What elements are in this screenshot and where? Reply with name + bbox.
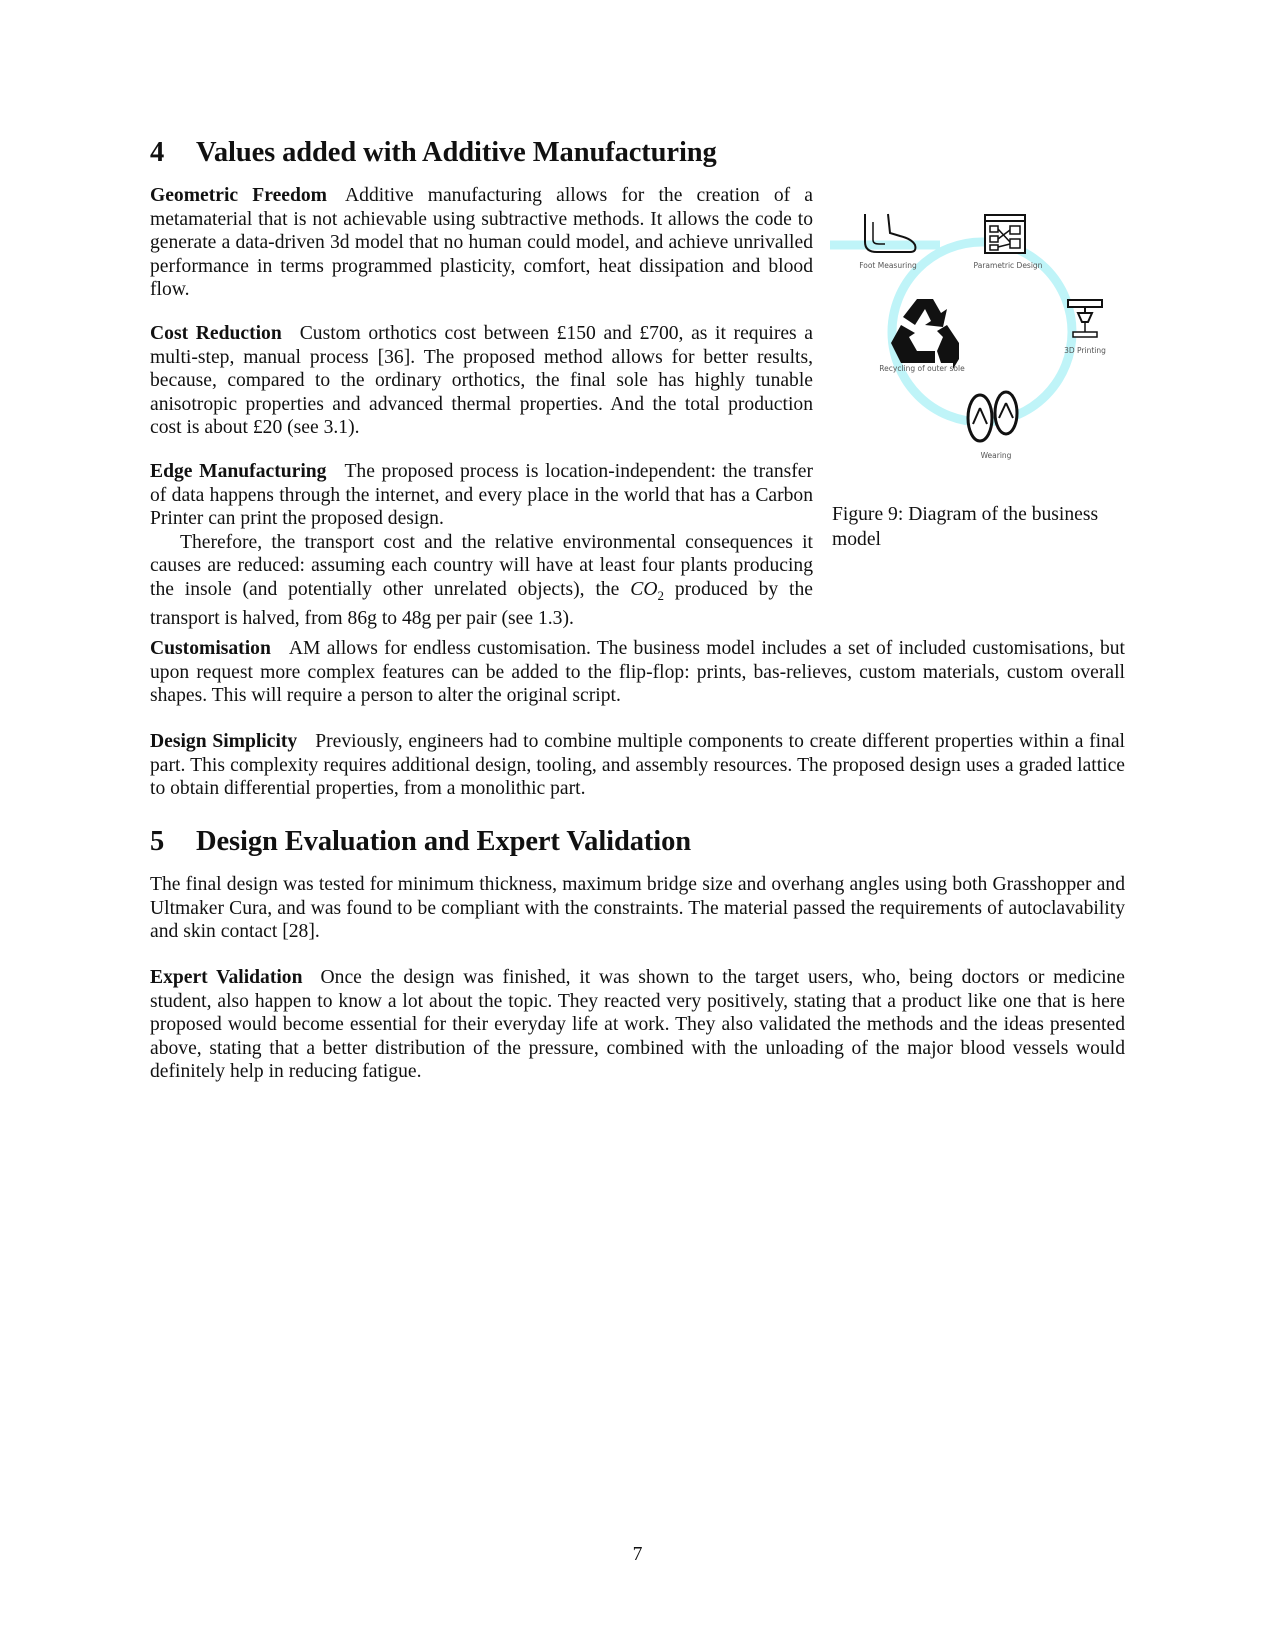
co2-subscript: 2 — [657, 587, 664, 603]
section-5-heading — [150, 826, 691, 858]
paragraph-customisation — [150, 637, 1125, 708]
section-number: 5 — [150, 826, 165, 857]
paragraph-text: Custom orthotics cost between £150 and £700, as it requires a multi-step, manual process [36]. The proposed method allows for better results, because, compared to the ordinary orthotics, the final sole has highly tunable anisotropic properties and advanced thermal properties. And the total production cost is about £20 (see 3.1). — [150, 323, 813, 439]
paragraph-heading: Edge Manufacturing — [150, 461, 327, 482]
paragraph-text: Previously, engineers had to combine multiple components to create different properties within a final part. This complexity requires additional design, tooling, and assembly resources. The proposed design uses a graded lattice to obtain differential properties, from a monolithic part. — [150, 731, 1126, 800]
section-number: 4 — [150, 137, 165, 168]
figure-caption: Figure 9: Diagram of the business model — [832, 504, 1099, 550]
section-title: Design Evaluation and Expert Validation — [196, 826, 691, 857]
paper-page — [150, 0, 1125, 1650]
label-foot-measuring: Foot Measuring — [859, 261, 917, 270]
paragraph-heading: Cost Reduction — [150, 323, 282, 344]
paragraph-continuation — [150, 531, 813, 631]
section-4-heading — [150, 137, 717, 169]
paragraph-cost-reduction — [150, 322, 813, 440]
business-model-diagram — [830, 210, 1125, 490]
co2-base: CO — [630, 578, 658, 600]
flip-flops-icon — [968, 392, 1017, 441]
paragraph-expert-validation — [150, 966, 1125, 1084]
paragraph-text: AM allows for endless customisation. The business model includes a set of included customisations, but upon request more complex features can be added to the flip-flop: prints, bas-relieves, custom materials, custom overall shapes. This will require a person to alter the original script. — [150, 638, 1125, 707]
recycle-icon — [891, 299, 959, 369]
paragraph-heading: Design Simplicity — [150, 731, 298, 752]
section-title: Values added with Additive Manufacturing — [196, 137, 717, 168]
paragraph-edge-manufacturing — [150, 460, 813, 631]
paragraph-design-simplicity — [150, 730, 1125, 801]
paragraph-heading: Geometric Freedom — [150, 185, 327, 206]
page-number: 7 — [632, 1544, 643, 1565]
paragraph-text: Additive manufacturing allows for the creation of a metamaterial that is not achievable using subtractive methods. It allows the code to generate a data-driven 3d model that no human could model, and achieve unrivalled performance in terms programmed plasticity, comfort, heat dissipation and blood flow. — [150, 185, 813, 301]
paragraph-text: Once the design was finished, it was shown to the target users, who, being doctors or medicine student, also happen to know a lot about the topic. They reacted very positively, stating that a product like one that is here proposed would become essential for their everyday life at work. They also validated the methods and the ideas presented above, stating that a better distribution of the pressure, combined with the unloading of the major blood vessels would definitely help in reducing fatigue. — [150, 967, 1125, 1083]
label-wearing: Wearing — [980, 451, 1012, 460]
paragraph-heading: Customisation — [150, 638, 271, 659]
paragraph-heading: Expert Validation — [150, 967, 303, 988]
continuation-text: Therefore, the transport cost and the relative environmental consequences it causes are reduced: assuming each country will have at least four plants producing the insole (and potentially other unrelated objects), the — [150, 531, 813, 600]
label-recycling: Recycling of outer sole — [879, 364, 965, 373]
paragraph-text: The proposed process is location-independent: the transfer of data happens through the internet, and every place in the world that has a Carbon Printer can print the proposed design. — [150, 461, 813, 530]
label-parametric-design: Parametric Design — [973, 261, 1043, 270]
label-3d-printing: 3D Printing — [1064, 346, 1106, 355]
parametric-design-icon — [985, 215, 1025, 253]
paragraph-section5-intro — [150, 873, 1125, 944]
continuation-text-end: produced by the transport is halved, from 86g to 48g per pair (see 1.3). — [150, 578, 813, 630]
paragraph-text: The final design was tested for minimum thickness, maximum bridge size and overhang angles using both Grasshopper and Ultmaker Cura, and was found to be compliant with the constraints. The material passed the requirements of autoclavability and skin contact [28]. — [150, 874, 1125, 943]
paragraph-geometric-freedom — [150, 184, 813, 302]
co2-formula — [630, 578, 664, 603]
